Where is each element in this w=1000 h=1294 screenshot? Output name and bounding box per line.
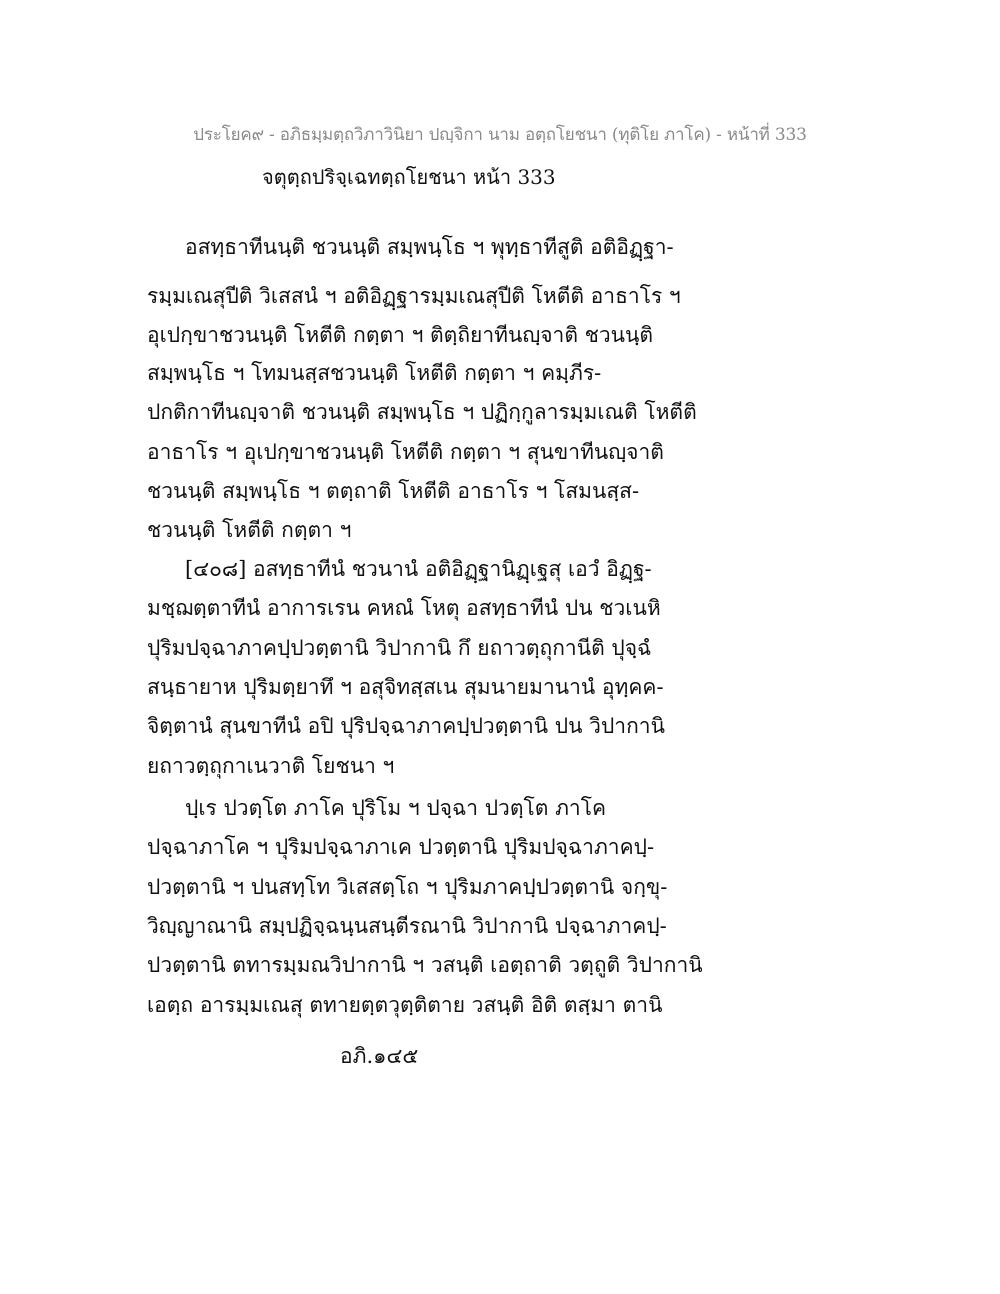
body-line: ชวนนฺติ สมฺพนฺโธ ฯ ตตฺถาติ โหตีติ อาธาโร ฯ โสมนสฺส-: [147, 479, 640, 503]
body-line: รมฺมเณสุปีติ วิเสสนํ ฯ อติอิฏฺฐารมฺมเณสุปีติ โหตีติ อาธาโร ฯ: [147, 284, 681, 308]
body-line: [๔๐๘] อสทฺธาทีนํ ชวนานํ อติอิฏฺฐานิฏฺเฐสุ เอวํ อิฏฺฐ-: [185, 557, 652, 581]
running-header: ประโยค๙ - อภิธมฺมตฺถวิภาวินิยา ปญฺจิกา นาม อตฺถโยชนา (ทุติโย ภาโค) - หน้าที่ 333: [193, 125, 807, 145]
body-line: มชฺฌตฺตาทีนํ อาการเรน คหณํ โหตุ อสทฺธาทีนํ ปน ชวเนหิ: [147, 596, 661, 620]
body-line: ยถาวตฺถุกาเนวาติ โยชนา ฯ: [147, 754, 395, 778]
body-line: เอตฺถ อารมฺมเณสุ ตทายตฺตวุตฺติตาย วสนฺติ อิติ ตสฺมา ตานิ: [147, 993, 663, 1017]
body-line: ปวตฺตานิ ตทารมฺมณวิปากานิ ฯ วสนฺติ เอตฺถาติ วตฺถูติ วิปากานิ: [147, 953, 703, 977]
body-line: ปฺเร ปวตฺโต ภาโค ปุริโม ฯ ปจฺฉา ปวตฺโต ภาโค: [185, 796, 607, 820]
body-line: จิตฺตานํ สุนขาทีนํ อปิ ปุริปจฺฉาภาคปฺปวตฺตานิ ปน วิปากานิ: [147, 714, 665, 738]
body-line: สมฺพนฺโธ ฯ โทมนสฺสชวนนฺติ โหตีติ กตฺตา ฯ คมฺภีร-: [147, 361, 602, 385]
body-line: อสทฺธาทีนนฺติ ชวนนฺติ สมฺพนฺโธ ฯ พุทฺธาทีสูติ อติอิฏฺฐา-: [185, 235, 674, 259]
body-line: ปกติกาทีนญฺจาติ ชวนนฺติ สมฺพนฺโธ ฯ ปฏิกฺกูลารมฺมเณติ โหตีติ: [147, 400, 697, 424]
body-line: อุเปกฺขาชวนนฺติ โหตีติ กตฺตา ฯ ติตฺถิยาทีนญฺจาติ ชวนนฺติ: [147, 323, 654, 347]
body-line: ปจฺฉาภาโค ฯ ปุริมปจฺฉาภาเค ปวตฺตานิ ปุริมปจฺฉาภาคปฺ-: [147, 835, 655, 859]
body-line: สนฺธายาห ปุริมตฺยาทึ ฯ อสุจิทสฺสเน สุมนายมานานํ อุทฺคค-: [147, 675, 664, 699]
body-line: ปวตฺตานิ ฯ ปนสทฺโท วิเสสตฺโถ ฯ ปุริมภาคปฺปวตฺตานิ จกฺขุ-: [147, 875, 668, 899]
body-line: วิญฺญาณานิ สมฺปฏิจฺฉนฺนสนฺตีรณานิ วิปากานิ ปจฺฉาภาคปฺ-: [147, 914, 667, 938]
chapter-title: จตุตฺถปริจฺเฉทตฺถโยชนา หน้า 333: [262, 165, 556, 189]
body-line: ปุริมปจฺฉาภาคปฺปวตฺตานิ วิปากานิ กึ ยถาวตฺถุกานีติ ปุจฺฉํ: [147, 636, 652, 660]
body-line: ชวนนฺติ โหตีติ กตฺตา ฯ: [147, 518, 352, 542]
body-line: อาธาโร ฯ อุเปกฺขาชวนนฺติ โหตีติ กตฺตา ฯ สุนขาทีนญฺจาติ: [147, 440, 664, 464]
page-signature: อภิ.๑๔๕: [340, 1044, 419, 1068]
